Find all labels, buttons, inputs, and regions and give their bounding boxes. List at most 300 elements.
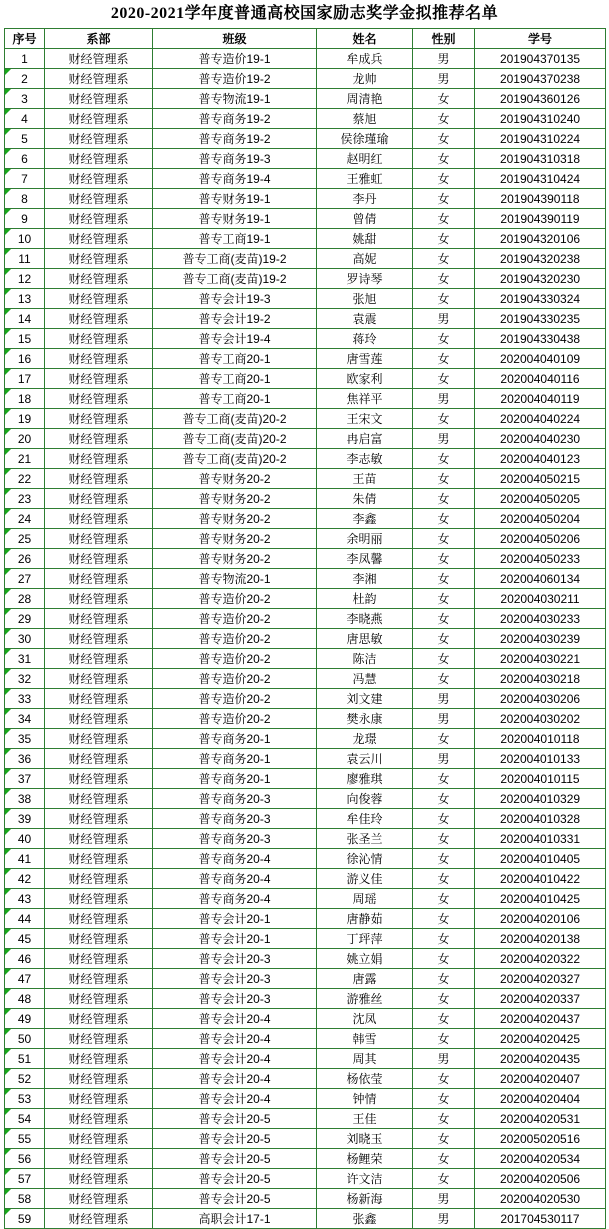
cell-student-id: 202004050206 (475, 529, 606, 549)
table-row (5, 709, 606, 729)
cell-department: 财经管理系 (45, 929, 153, 949)
cell-class: 普专商务20-4 (153, 849, 317, 869)
cell-class: 普专商务19-2 (153, 129, 317, 149)
cell-name: 李志敏 (317, 449, 413, 469)
cell-class: 普专财务19-1 (153, 209, 317, 229)
cell-department: 财经管理系 (45, 909, 153, 929)
cell-class: 普专工商(麦苗)20-2 (153, 449, 317, 469)
cell-class: 普专商务20-4 (153, 889, 317, 909)
cell-name: 周瑶 (317, 889, 413, 909)
table-row (5, 749, 606, 769)
table-row (5, 729, 606, 749)
cell-name: 张旭 (317, 289, 413, 309)
table-row (5, 849, 606, 869)
table-row (5, 469, 606, 489)
table-row (5, 1169, 606, 1189)
cell-department: 财经管理系 (45, 609, 153, 629)
table-row (5, 289, 606, 309)
cell-student-id: 201904320106 (475, 229, 606, 249)
cell-gender: 女 (413, 349, 475, 369)
cell-gender: 女 (413, 1149, 475, 1169)
cell-gender: 女 (413, 829, 475, 849)
cell-student-id: 202004020138 (475, 929, 606, 949)
cell-name: 冯慧 (317, 669, 413, 689)
table-row (5, 269, 606, 289)
cell-class: 普专财务20-2 (153, 549, 317, 569)
cell-class: 普专会计20-5 (153, 1169, 317, 1189)
table-row (5, 409, 606, 429)
cell-gender: 女 (413, 149, 475, 169)
cell-name: 陈洁 (317, 649, 413, 669)
cell-student-id: 202004030233 (475, 609, 606, 629)
cell-seq: 46 (5, 949, 45, 969)
cell-class: 普专财务20-2 (153, 529, 317, 549)
cell-class: 普专商务19-3 (153, 149, 317, 169)
cell-seq: 58 (5, 1189, 45, 1209)
cell-name: 许文洁 (317, 1169, 413, 1189)
cell-name: 王宋文 (317, 409, 413, 429)
cell-class: 普专工商20-1 (153, 349, 317, 369)
table-row (5, 209, 606, 229)
cell-student-id: 202004020437 (475, 1009, 606, 1029)
cell-seq: 33 (5, 689, 45, 709)
cell-name: 李凤馨 (317, 549, 413, 569)
cell-department: 财经管理系 (45, 1149, 153, 1169)
column-header-class: 班级 (153, 29, 317, 49)
cell-gender: 女 (413, 509, 475, 529)
table-row (5, 629, 606, 649)
cell-department: 财经管理系 (45, 529, 153, 549)
cell-seq: 55 (5, 1129, 45, 1149)
cell-student-id: 201904320230 (475, 269, 606, 289)
cell-name: 牟佳玲 (317, 809, 413, 829)
cell-department: 财经管理系 (45, 229, 153, 249)
cell-class: 普专会计20-3 (153, 989, 317, 1009)
cell-student-id: 202004020530 (475, 1189, 606, 1209)
cell-name: 李丹 (317, 189, 413, 209)
cell-seq: 18 (5, 389, 45, 409)
cell-name: 蒋玲 (317, 329, 413, 349)
cell-gender: 女 (413, 949, 475, 969)
cell-seq: 15 (5, 329, 45, 349)
table-row (5, 1189, 606, 1209)
cell-gender: 男 (413, 69, 475, 89)
cell-student-id: 202004020531 (475, 1109, 606, 1129)
cell-department: 财经管理系 (45, 589, 153, 609)
cell-name: 赵明红 (317, 149, 413, 169)
cell-department: 财经管理系 (45, 289, 153, 309)
cell-class: 普专会计20-5 (153, 1149, 317, 1169)
cell-name: 袁震 (317, 309, 413, 329)
cell-class: 普专物流19-1 (153, 89, 317, 109)
cell-seq: 35 (5, 729, 45, 749)
cell-gender: 女 (413, 449, 475, 469)
cell-name: 李湘 (317, 569, 413, 589)
cell-gender: 女 (413, 489, 475, 509)
cell-name: 唐思敏 (317, 629, 413, 649)
cell-department: 财经管理系 (45, 729, 153, 749)
cell-seq: 30 (5, 629, 45, 649)
cell-student-id: 202004020407 (475, 1069, 606, 1089)
cell-gender: 女 (413, 849, 475, 869)
cell-department: 财经管理系 (45, 1029, 153, 1049)
cell-seq: 10 (5, 229, 45, 249)
cell-department: 财经管理系 (45, 789, 153, 809)
cell-student-id: 202004010133 (475, 749, 606, 769)
cell-department: 财经管理系 (45, 409, 153, 429)
table-row (5, 589, 606, 609)
cell-name: 丁玶萍 (317, 929, 413, 949)
table-row (5, 949, 606, 969)
cell-department: 财经管理系 (45, 889, 153, 909)
cell-gender: 女 (413, 1089, 475, 1109)
cell-gender: 男 (413, 429, 475, 449)
cell-department: 财经管理系 (45, 189, 153, 209)
cell-class: 普专会计19-2 (153, 309, 317, 329)
cell-class: 普专造价20-2 (153, 609, 317, 629)
cell-student-id: 202004010329 (475, 789, 606, 809)
cell-class: 普专商务19-2 (153, 109, 317, 129)
cell-student-id: 201904370238 (475, 69, 606, 89)
cell-seq: 4 (5, 109, 45, 129)
cell-class: 普专会计20-3 (153, 949, 317, 969)
cell-student-id: 202004040224 (475, 409, 606, 429)
table-row (5, 329, 606, 349)
cell-class: 普专会计20-5 (153, 1109, 317, 1129)
table-row (5, 1129, 606, 1149)
cell-student-id: 201904390119 (475, 209, 606, 229)
cell-seq: 43 (5, 889, 45, 909)
table-row (5, 429, 606, 449)
cell-class: 普专会计20-5 (153, 1129, 317, 1149)
cell-name: 侯徐瑾瑜 (317, 129, 413, 149)
cell-seq: 41 (5, 849, 45, 869)
cell-gender: 女 (413, 549, 475, 569)
cell-department: 财经管理系 (45, 829, 153, 849)
cell-name: 钟情 (317, 1089, 413, 1109)
table-row (5, 769, 606, 789)
cell-department: 财经管理系 (45, 1069, 153, 1089)
cell-department: 财经管理系 (45, 569, 153, 589)
table-row (5, 929, 606, 949)
cell-seq: 59 (5, 1209, 45, 1229)
cell-student-id: 202004010118 (475, 729, 606, 749)
cell-gender: 女 (413, 789, 475, 809)
cell-student-id: 202004050204 (475, 509, 606, 529)
cell-student-id: 201904310424 (475, 169, 606, 189)
cell-seq: 40 (5, 829, 45, 849)
cell-department: 财经管理系 (45, 489, 153, 509)
cell-name: 唐露 (317, 969, 413, 989)
cell-class: 普专会计20-4 (153, 1089, 317, 1109)
column-header-seq: 序号 (5, 29, 45, 49)
cell-department: 财经管理系 (45, 49, 153, 69)
table-header-row (5, 29, 606, 49)
cell-class: 普专造价19-1 (153, 49, 317, 69)
cell-department: 财经管理系 (45, 869, 153, 889)
table-row (5, 549, 606, 569)
cell-name: 龙帅 (317, 69, 413, 89)
table-row (5, 1029, 606, 1049)
cell-student-id: 202004050215 (475, 469, 606, 489)
cell-gender: 女 (413, 869, 475, 889)
cell-seq: 25 (5, 529, 45, 549)
table-row (5, 169, 606, 189)
cell-department: 财经管理系 (45, 369, 153, 389)
cell-student-id: 202004020506 (475, 1169, 606, 1189)
table-row (5, 1109, 606, 1129)
table-row (5, 249, 606, 269)
cell-gender: 男 (413, 689, 475, 709)
cell-name: 徐沁情 (317, 849, 413, 869)
cell-seq: 34 (5, 709, 45, 729)
cell-gender: 女 (413, 469, 475, 489)
cell-class: 普专造价20-2 (153, 649, 317, 669)
cell-gender: 女 (413, 169, 475, 189)
cell-name: 蔡旭 (317, 109, 413, 129)
cell-name: 欧家利 (317, 369, 413, 389)
table-row (5, 49, 606, 69)
cell-class: 普专财务20-2 (153, 509, 317, 529)
table-row (5, 789, 606, 809)
cell-department: 财经管理系 (45, 169, 153, 189)
cell-seq: 57 (5, 1169, 45, 1189)
cell-student-id: 202004040119 (475, 389, 606, 409)
cell-gender: 女 (413, 929, 475, 949)
table-row (5, 1049, 606, 1069)
cell-student-id: 202004040123 (475, 449, 606, 469)
cell-seq: 17 (5, 369, 45, 389)
cell-department: 财经管理系 (45, 669, 153, 689)
cell-name: 周其 (317, 1049, 413, 1069)
cell-name: 罗诗琴 (317, 269, 413, 289)
table-row (5, 349, 606, 369)
cell-seq: 32 (5, 669, 45, 689)
cell-seq: 26 (5, 549, 45, 569)
cell-gender: 女 (413, 1129, 475, 1149)
cell-name: 冉启富 (317, 429, 413, 449)
cell-gender: 女 (413, 89, 475, 109)
cell-gender: 女 (413, 269, 475, 289)
cell-gender: 女 (413, 589, 475, 609)
cell-class: 普专工商20-1 (153, 369, 317, 389)
cell-class: 普专会计20-1 (153, 909, 317, 929)
cell-class: 普专商务20-1 (153, 769, 317, 789)
cell-seq: 48 (5, 989, 45, 1009)
cell-seq: 8 (5, 189, 45, 209)
cell-seq: 52 (5, 1069, 45, 1089)
cell-seq: 21 (5, 449, 45, 469)
cell-department: 财经管理系 (45, 629, 153, 649)
cell-seq: 29 (5, 609, 45, 629)
cell-student-id: 202004050205 (475, 489, 606, 509)
cell-seq: 13 (5, 289, 45, 309)
cell-department: 财经管理系 (45, 1109, 153, 1129)
table-row (5, 889, 606, 909)
cell-name: 刘文建 (317, 689, 413, 709)
cell-class: 普专会计20-5 (153, 1189, 317, 1209)
table-header (5, 29, 606, 49)
cell-seq: 23 (5, 489, 45, 509)
cell-seq: 51 (5, 1049, 45, 1069)
cell-seq: 45 (5, 929, 45, 949)
cell-seq: 1 (5, 49, 45, 69)
cell-name: 沈凤 (317, 1009, 413, 1029)
cell-name: 刘晓玉 (317, 1129, 413, 1149)
table-row (5, 529, 606, 549)
cell-department: 财经管理系 (45, 1169, 153, 1189)
cell-department: 财经管理系 (45, 109, 153, 129)
cell-class: 普专财务19-1 (153, 189, 317, 209)
cell-gender: 女 (413, 109, 475, 129)
table-row (5, 609, 606, 629)
table-row (5, 869, 606, 889)
cell-class: 普专商务19-4 (153, 169, 317, 189)
cell-student-id: 202004010115 (475, 769, 606, 789)
table-row (5, 69, 606, 89)
cell-name: 向俊蓉 (317, 789, 413, 809)
cell-gender: 女 (413, 609, 475, 629)
cell-name: 余明丽 (317, 529, 413, 549)
cell-class: 普专造价19-2 (153, 69, 317, 89)
cell-name: 袁云川 (317, 749, 413, 769)
cell-seq: 50 (5, 1029, 45, 1049)
cell-gender: 女 (413, 769, 475, 789)
table-row (5, 1009, 606, 1029)
cell-seq: 36 (5, 749, 45, 769)
cell-class: 普专财务20-2 (153, 489, 317, 509)
cell-name: 游义佳 (317, 869, 413, 889)
cell-seq: 5 (5, 129, 45, 149)
cell-student-id: 201904310318 (475, 149, 606, 169)
cell-student-id: 202004040109 (475, 349, 606, 369)
table-row (5, 449, 606, 469)
table-row (5, 1149, 606, 1169)
cell-department: 财经管理系 (45, 989, 153, 1009)
table-row (5, 369, 606, 389)
table-row (5, 189, 606, 209)
cell-gender: 男 (413, 309, 475, 329)
cell-class: 普专造价20-2 (153, 689, 317, 709)
table-row (5, 389, 606, 409)
cell-seq: 12 (5, 269, 45, 289)
cell-name: 张圣兰 (317, 829, 413, 849)
table-row (5, 809, 606, 829)
cell-class: 普专造价20-2 (153, 669, 317, 689)
cell-gender: 男 (413, 1049, 475, 1069)
cell-name: 高妮 (317, 249, 413, 269)
cell-student-id: 201904360126 (475, 89, 606, 109)
cell-gender: 男 (413, 389, 475, 409)
cell-seq: 39 (5, 809, 45, 829)
cell-name: 姚甜 (317, 229, 413, 249)
table-row (5, 89, 606, 109)
cell-class: 普专工商(麦苗)19-2 (153, 269, 317, 289)
cell-name: 牟成兵 (317, 49, 413, 69)
cell-department: 财经管理系 (45, 649, 153, 669)
cell-department: 财经管理系 (45, 249, 153, 269)
cell-class: 高职会计17-1 (153, 1209, 317, 1229)
cell-department: 财经管理系 (45, 689, 153, 709)
cell-department: 财经管理系 (45, 1209, 153, 1229)
cell-name: 姚立娟 (317, 949, 413, 969)
cell-name: 周清艳 (317, 89, 413, 109)
table-row (5, 109, 606, 129)
table-row (5, 129, 606, 149)
cell-student-id: 201904320238 (475, 249, 606, 269)
cell-department: 财经管理系 (45, 709, 153, 729)
cell-student-id: 202004060134 (475, 569, 606, 589)
cell-student-id: 202004010405 (475, 849, 606, 869)
table-row (5, 509, 606, 529)
cell-name: 王佳 (317, 1109, 413, 1129)
cell-name: 龙璟 (317, 729, 413, 749)
table-row (5, 969, 606, 989)
cell-gender: 女 (413, 629, 475, 649)
table-row (5, 1089, 606, 1109)
table-row (5, 229, 606, 249)
cell-gender: 女 (413, 1169, 475, 1189)
cell-student-id: 202004020337 (475, 989, 606, 1009)
cell-name: 唐静茹 (317, 909, 413, 929)
cell-class: 普专商务20-3 (153, 809, 317, 829)
cell-seq: 42 (5, 869, 45, 889)
cell-gender: 男 (413, 709, 475, 729)
cell-name: 王苗 (317, 469, 413, 489)
cell-gender: 女 (413, 1029, 475, 1049)
cell-class: 普专会计20-4 (153, 1029, 317, 1049)
cell-department: 财经管理系 (45, 209, 153, 229)
cell-seq: 7 (5, 169, 45, 189)
cell-name: 焦祥平 (317, 389, 413, 409)
table-row (5, 689, 606, 709)
cell-department: 财经管理系 (45, 1009, 153, 1029)
cell-student-id: 202004010331 (475, 829, 606, 849)
cell-gender: 女 (413, 209, 475, 229)
cell-gender: 女 (413, 409, 475, 429)
cell-seq: 44 (5, 909, 45, 929)
cell-name: 杜韵 (317, 589, 413, 609)
cell-name: 樊永康 (317, 709, 413, 729)
cell-department: 财经管理系 (45, 469, 153, 489)
cell-name: 廖雅琪 (317, 769, 413, 789)
cell-class: 普专会计19-3 (153, 289, 317, 309)
cell-department: 财经管理系 (45, 129, 153, 149)
page-title: 2020-2021学年度普通高校国家励志奖学金拟推荐名单 (110, 5, 499, 22)
cell-class: 普专会计20-4 (153, 1069, 317, 1089)
cell-department: 财经管理系 (45, 809, 153, 829)
cell-seq: 16 (5, 349, 45, 369)
cell-class: 普专造价20-2 (153, 629, 317, 649)
cell-student-id: 202004020327 (475, 969, 606, 989)
cell-name: 唐雪莲 (317, 349, 413, 369)
cell-seq: 56 (5, 1149, 45, 1169)
cell-name: 朱倩 (317, 489, 413, 509)
cell-student-id: 201904330438 (475, 329, 606, 349)
cell-gender: 女 (413, 189, 475, 209)
cell-gender: 女 (413, 669, 475, 689)
cell-class: 普专会计20-4 (153, 1009, 317, 1029)
cell-seq: 24 (5, 509, 45, 529)
cell-seq: 20 (5, 429, 45, 449)
table-row (5, 1209, 606, 1229)
cell-gender: 女 (413, 129, 475, 149)
cell-student-id: 202004020435 (475, 1049, 606, 1069)
cell-class: 普专造价20-2 (153, 589, 317, 609)
cell-seq: 54 (5, 1109, 45, 1129)
cell-student-id: 202004030202 (475, 709, 606, 729)
cell-gender: 男 (413, 1209, 475, 1229)
